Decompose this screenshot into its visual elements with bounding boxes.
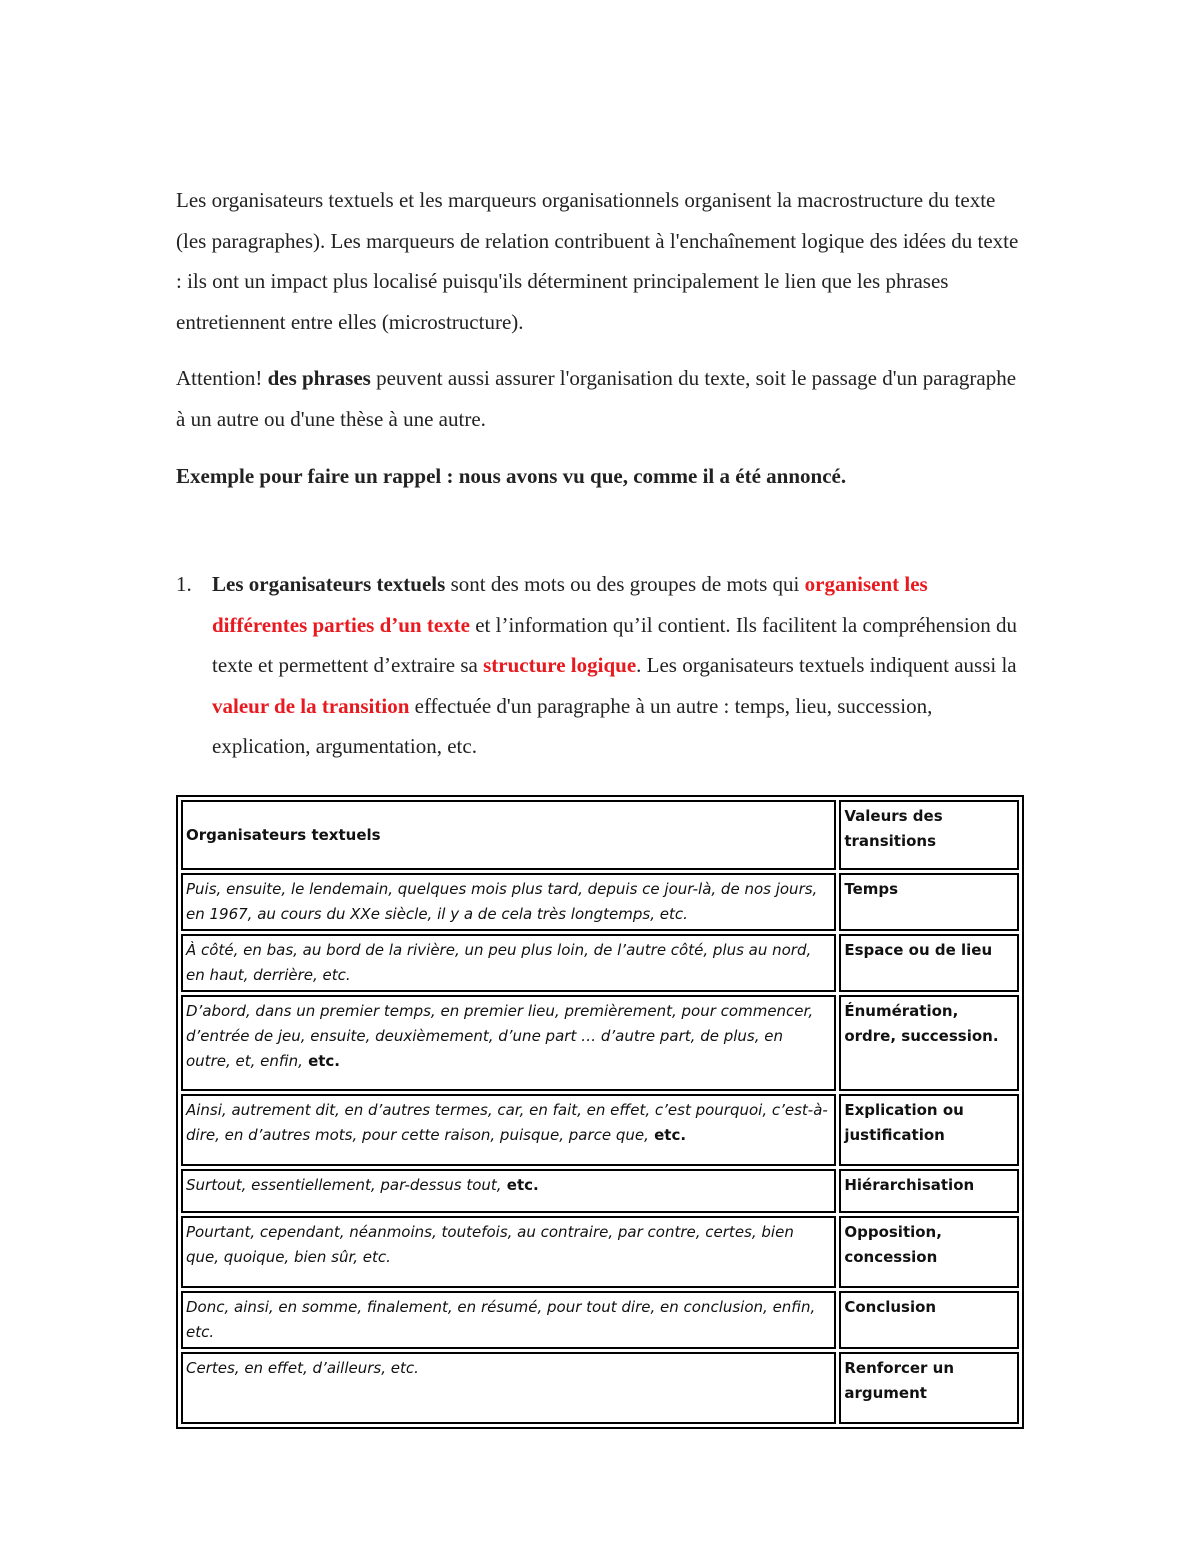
table-row [181, 1169, 1019, 1213]
row-examples [181, 995, 836, 1091]
row-examples: Pourtant, cependant, néanmoins, toutefois, au contraire, par contre, certes, bien que, quoique, bien sûr, etc. [181, 1216, 836, 1288]
organizers-table [176, 795, 1024, 1429]
row-examples: À côté, en bas, au bord de la rivière, un peu plus loin, de l’autre côté, plus au nord, en haut, derrière, etc. [181, 934, 836, 992]
header-organizers: Organisateurs textuels [181, 800, 836, 870]
attention-lead: Attention! [176, 366, 268, 390]
row-value: Énumération, ordre, succession. [839, 995, 1019, 1091]
table-row [181, 1094, 1019, 1166]
row-value: Opposition, concession [839, 1216, 1019, 1288]
list-text-2: et l’information qu’il contient. Ils facilitent la compréhension du texte et permettent d’extraire sa [212, 612, 1017, 677]
highlight-organize-parts: organisent les différentes parties d’un texte [212, 572, 928, 637]
row-etc: etc. [648, 1126, 687, 1144]
table-row [181, 1352, 1019, 1424]
table-row [181, 1291, 1019, 1349]
row-examples: Donc, ainsi, en somme, finalement, en résumé, pour tout dire, en conclusion, enfin, etc. [181, 1291, 836, 1349]
example-paragraph: Exemple pour faire un rappel : nous avons vu que, comme il a été annoncé. [176, 464, 847, 488]
row-examples: Certes, en effet, d’ailleurs, etc. [181, 1352, 836, 1424]
header-values: Valeurs des transitions [839, 800, 1019, 870]
intro-paragraph: Les organisateurs textuels et les marqueurs organisationnels organisent la macrostructure du texte (les paragraphes). Les marqueurs de relation contribuent à l'enchaînement logique des idées du texte : ils ont un impact plus localisé puisqu'ils déterminent principalement le lien que les phrases entretiennent entre elles (microstructure). [176, 188, 1019, 334]
row-examples: Puis, ensuite, le lendemain, quelques mois plus tard, depuis ce jour-là, de nos jours, en 1967, au cours du XXe siècle, il y a de cela très longtemps, etc. [181, 873, 836, 931]
table-header-row [181, 800, 1019, 870]
row-value: Explication ou justification [839, 1094, 1019, 1166]
row-examples-text: D’abord, dans un premier temps, en premier lieu, premièrement, pour commencer, d’entrée de jeu, ensuite, deuxièmement, d’une part … d’autre part, de plus, en outre, et, enfin, [186, 1002, 814, 1070]
row-examples [181, 1169, 836, 1213]
list-bold-lead: Les organisateurs textuels [212, 572, 446, 596]
attention-paragraph [176, 358, 1026, 439]
table-row [181, 873, 1019, 931]
row-etc: etc. [302, 1052, 340, 1070]
list-item-body [212, 564, 1022, 767]
list-text-3: . Les organisateurs textuels indiquent aussi la [636, 653, 1017, 677]
highlight-transition-value: valeur de la transition [212, 693, 410, 718]
list-number: 1. [176, 572, 192, 596]
row-value: Temps [839, 873, 1019, 931]
table-row [181, 995, 1019, 1091]
row-examples-text: Surtout, essentiellement, par-dessus tout, [186, 1176, 502, 1194]
attention-rest: peuvent aussi assurer l'organisation du texte, soit le passage d'un paragraphe à un autre ou d'une thèse à une autre. [176, 366, 1017, 431]
row-value: Espace ou de lieu [839, 934, 1019, 992]
table-row [181, 1216, 1019, 1288]
table-row [181, 934, 1019, 992]
row-value: Hiérarchisation [839, 1169, 1019, 1213]
highlight-logical-structure: structure logique [483, 653, 637, 677]
list-text-4: effectuée d'un paragraphe à un autre : temps, lieu, succession, explication, argumentation, etc. [212, 693, 933, 758]
row-value: Conclusion [839, 1291, 1019, 1349]
row-etc: etc. [501, 1176, 539, 1194]
row-examples-text: Ainsi, autrement dit, en d’autres termes, car, en fait, en effet, c’est pourquoi, c’est-à-dire, en d’autres mots, pour cette raison, puisque, parce que, [186, 1101, 828, 1144]
row-value: Renforcer un argument [839, 1352, 1019, 1424]
attention-bold: des phrases [267, 366, 371, 390]
list-text-1: sont des mots ou des groupes de mots qui [445, 572, 805, 596]
row-examples [181, 1094, 836, 1166]
